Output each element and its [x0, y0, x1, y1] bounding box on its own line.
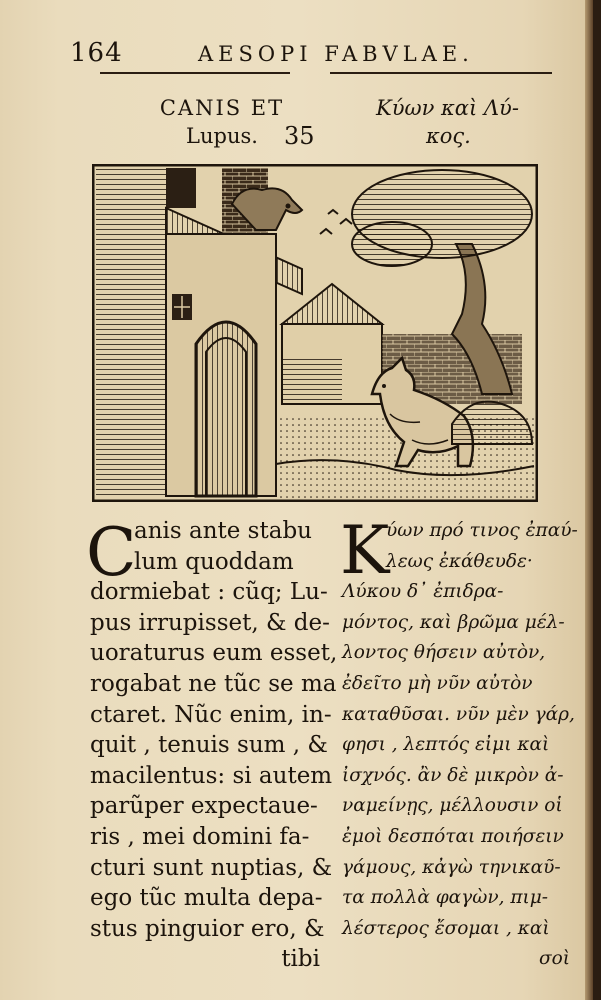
greek-line: ύων πρό τινος ἐπαύ- — [386, 520, 578, 541]
greek-drop-cap: Κ — [340, 512, 390, 589]
greek-line: γάμους, κἀγὼ τηνικαῦ- — [342, 856, 561, 878]
latin-line: macilentus: si autem — [90, 762, 333, 789]
greek-line: σοὶ — [538, 948, 570, 970]
running-title: AESOPI FABVLAE. — [198, 42, 474, 66]
latin-line: tibi — [281, 946, 320, 973]
latin-line: cturi sunt nuptias, & — [90, 854, 333, 881]
greek-line: καταθῦσαι. νῦν μὲν γάρ, — [342, 703, 575, 725]
latin-line: uoraturus eum esset, — [90, 640, 338, 667]
latin-title-line-1: CANIS ET — [159, 96, 285, 120]
latin-line: anis ante stabu — [134, 518, 312, 544]
greek-line: ἰσχνός. ἂν δὲ μικρὸν ἀ- — [342, 764, 564, 786]
latin-line: lum quoddam — [134, 548, 294, 575]
greek-line: ἐμοὶ δεσπόται ποιήσειν — [342, 825, 564, 847]
header-rule-right — [330, 72, 552, 74]
latin-line: rogabat ne tũc se ma — [90, 670, 337, 697]
greek-line: λεως ἐκάθευδε· — [386, 550, 533, 572]
greek-line: λέστερος ἔσομαι , καὶ — [342, 917, 550, 939]
latin-text-column — [90, 516, 338, 975]
greek-line: φησι , λεπτός εἰμι καὶ — [342, 734, 550, 756]
header-rule-left — [100, 72, 290, 74]
latin-line: pus irrupisset, & de- — [90, 609, 330, 636]
latin-line: ego tũc multa depa- — [90, 885, 323, 912]
greek-line: ναμείνῃς, μέλλουσιν οἱ — [342, 795, 563, 817]
page-edge — [585, 0, 593, 1000]
latin-line: parũper expectaue- — [90, 793, 318, 820]
greek-title-line-2: κος. — [426, 124, 471, 148]
latin-line: stus pinguior ero, & — [90, 915, 325, 942]
greek-line: Λύκου δ᾽ ἐπιδρα- — [342, 581, 504, 603]
latin-title-line-2: Lupus. — [186, 124, 258, 148]
latin-line: ctaret. Nũc enim, in- — [90, 701, 332, 728]
latin-line: ris , mei domini fa- — [90, 823, 310, 850]
greek-line: μόντος, καὶ βρῶμα μέλ- — [342, 611, 565, 633]
greek-title-line-1: Κύων καὶ Λύ- — [376, 96, 519, 120]
latin-line: dormiebat : cũq; Lu- — [90, 579, 328, 606]
fable-number: 35 — [284, 122, 315, 150]
greek-title — [376, 94, 519, 150]
latin-line: quit , tenuis sum , & — [90, 732, 328, 759]
running-head — [70, 38, 570, 74]
greek-line: λοντος θήσειν αὐτὸν, — [342, 642, 546, 664]
greek-line: τα πολλὰ φαγὼν, πιμ- — [342, 887, 549, 909]
latin-drop-cap: C — [86, 514, 137, 591]
page-number: 164 — [70, 38, 123, 68]
greek-line: ἐδεῖτο μὴ νῦν αὐτὸν — [342, 672, 533, 694]
woodcut-dog-wolf-icon — [92, 164, 538, 502]
greek-text-column — [340, 512, 578, 975]
